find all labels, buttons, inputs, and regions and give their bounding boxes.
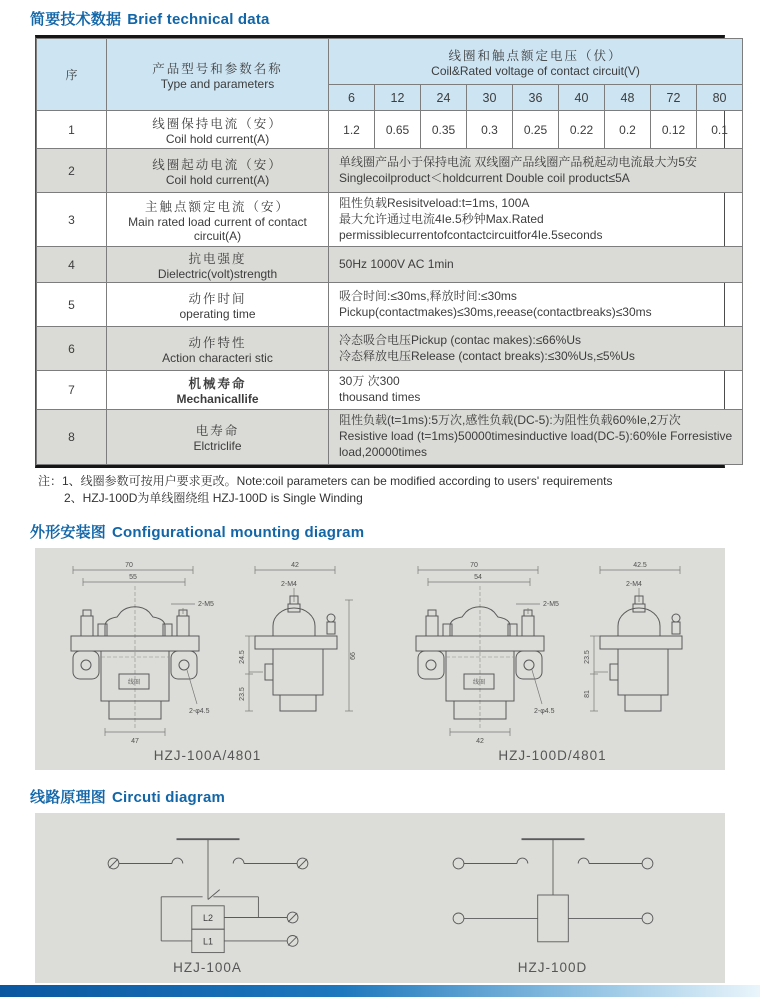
svg-text:23.5: 23.5 xyxy=(583,650,591,665)
content-line: 阻性负载(t=1ms):5万次,感性负载(DC-5):为阻性负载60%Ie,2万次 xyxy=(339,413,681,428)
row-name-zh: 电寿命 xyxy=(195,423,240,438)
content-line: 最大允许通过电流4Ie.5秒钟Max.Rated xyxy=(339,211,544,226)
svg-text:线圈: 线圈 xyxy=(127,680,140,687)
svg-text:2-M4: 2-M4 xyxy=(280,581,297,589)
voltage-col: 36 xyxy=(513,85,559,111)
header-voltage-en: Coil&Rated voltage of contact circuit(V) xyxy=(431,63,640,78)
table-row xyxy=(37,193,743,247)
section-title-brief-technical-data xyxy=(30,8,760,29)
row-content xyxy=(329,327,743,371)
voltage-col: 12 xyxy=(375,85,421,111)
row-name-en: Main rated load current of contact circuit(A) xyxy=(128,214,307,243)
row-name-zh: 机械寿命 xyxy=(188,377,247,392)
row-name-zh: 抗电强度 xyxy=(188,251,247,266)
circuit-figure-hzj100d xyxy=(413,823,693,975)
row-name-en: operating time xyxy=(179,306,256,321)
row-name xyxy=(107,111,329,149)
section1-title-zh: 简要技术数据 xyxy=(30,11,122,28)
header-seq: 序 xyxy=(37,39,107,111)
voltage-col: 6 xyxy=(329,85,375,111)
mounting-figure-hzj100a xyxy=(43,556,373,763)
row-content xyxy=(329,371,743,410)
row-content xyxy=(329,283,743,327)
table-notes xyxy=(38,473,760,508)
table-row xyxy=(37,327,743,371)
spec-table xyxy=(36,38,743,465)
row-name xyxy=(107,193,329,247)
side-view-drawing xyxy=(239,562,357,711)
section3-title-en: Circuti diagram xyxy=(112,789,226,807)
content-line: permissiblecurrentofcontactcircuitfor4Ie.5seconds xyxy=(339,227,603,242)
content-line: 冷态吸合电压Pickup (contac makes):≤66%Us xyxy=(339,333,581,348)
svg-text:2-φ4.5: 2-φ4.5 xyxy=(188,708,209,716)
front-view-drawing xyxy=(71,562,214,745)
row-no: 8 xyxy=(37,410,107,464)
row-name xyxy=(107,410,329,464)
header-voltage-zh: 线圈和触点额定电压（伏） xyxy=(448,48,623,63)
svg-text:70: 70 xyxy=(469,562,478,570)
svg-text:54: 54 xyxy=(473,574,482,582)
content-line: 50Hz 1000V AC 1min xyxy=(339,257,454,272)
table-row xyxy=(37,247,743,283)
svg-text:47: 47 xyxy=(130,738,139,746)
table-row xyxy=(37,283,743,327)
spec-table-wrapper xyxy=(35,35,733,468)
cell-value: 0.1 xyxy=(697,111,743,149)
mounting-drawing-hzj100d xyxy=(388,556,718,746)
row-content xyxy=(329,247,743,283)
svg-text:2-M4: 2-M4 xyxy=(625,581,642,589)
mounting-figure-label: HZJ-100D/4801 xyxy=(498,748,607,764)
mounting-figure-hzj100d xyxy=(388,556,718,763)
svg-text:42.5: 42.5 xyxy=(632,562,647,570)
section-title-circuit-diagram xyxy=(30,786,760,807)
svg-text:24.5: 24.5 xyxy=(238,650,246,665)
table-row xyxy=(37,111,743,149)
cell-value: 0.2 xyxy=(605,111,651,149)
voltage-col: 30 xyxy=(467,85,513,111)
svg-text:23.5: 23.5 xyxy=(238,687,246,702)
voltage-col: 72 xyxy=(651,85,697,111)
footer-gradient-bar xyxy=(0,985,760,997)
side-view-drawing xyxy=(584,562,682,711)
header-type-en: Type and parameters xyxy=(160,76,275,91)
content-line: Pickup(contactmakes)≤30ms,reease(contactbreaks)≤30ms xyxy=(339,304,652,319)
row-name xyxy=(107,283,329,327)
row-name-zh: 线圈保持电流（安） xyxy=(152,116,283,131)
row-content xyxy=(329,193,743,247)
svg-text:55: 55 xyxy=(128,574,137,582)
header-type-zh: 产品型号和参数名称 xyxy=(152,61,283,76)
mounting-diagram-panel xyxy=(35,548,725,770)
row-content xyxy=(329,410,743,464)
svg-text:66: 66 xyxy=(349,652,357,661)
section1-title-en: Brief technical data xyxy=(127,11,270,28)
svg-text:线圈: 线圈 xyxy=(472,680,485,687)
section3-title-zh: 线路原理图 xyxy=(30,789,107,807)
svg-text:L2: L2 xyxy=(202,913,213,924)
voltage-col: 24 xyxy=(421,85,467,111)
row-no: 3 xyxy=(37,193,107,247)
row-no: 1 xyxy=(37,111,107,149)
svg-text:42: 42 xyxy=(290,562,299,570)
circuit-figure-label: HZJ-100D xyxy=(517,960,588,976)
circuit-figure-label: HZJ-100A xyxy=(173,960,242,976)
svg-text:L1: L1 xyxy=(202,936,213,947)
content-line: thousand times xyxy=(339,390,421,405)
voltage-col: 40 xyxy=(559,85,605,111)
row-no: 2 xyxy=(37,149,107,193)
cell-value: 0.65 xyxy=(375,111,421,149)
row-name-zh: 动作特性 xyxy=(188,335,247,350)
svg-text:42: 42 xyxy=(475,738,484,746)
row-no: 7 xyxy=(37,371,107,410)
header-voltage xyxy=(329,39,743,85)
cell-value: 0.35 xyxy=(421,111,467,149)
content-line: Singlecoilproduct＜holdcurrent Double coil product≤5A xyxy=(339,170,630,185)
mounting-figure-label: HZJ-100A/4801 xyxy=(153,748,262,764)
cell-value: 0.22 xyxy=(559,111,605,149)
content-line: 阻性负载Resisitveload:t=1ms, 100A xyxy=(339,196,530,210)
front-view-drawing xyxy=(416,562,559,745)
row-name xyxy=(107,327,329,371)
row-name-en: Action characteri stic xyxy=(162,350,273,365)
note-line-1: 注：1、线圈参数可按用户要求更改。Note:coil parameters can be modified according to users' requirements xyxy=(38,473,613,488)
row-name-en: Mechanicallife xyxy=(176,392,259,407)
circuit-diagram-panel xyxy=(35,813,725,983)
content-line: 单线圈产品小于保持电流 双线圈产品线圈产品税起动电流最大为5安 xyxy=(339,154,698,169)
svg-text:81: 81 xyxy=(583,690,591,699)
cell-value: 0.3 xyxy=(467,111,513,149)
circuit-drawing-hzj100a xyxy=(68,823,348,958)
content-line: 30万 次300 xyxy=(339,374,400,389)
row-name xyxy=(107,247,329,283)
row-no: 5 xyxy=(37,283,107,327)
table-row xyxy=(37,371,743,410)
row-no: 6 xyxy=(37,327,107,371)
cell-value: 0.12 xyxy=(651,111,697,149)
circuit-figure-hzj100a xyxy=(68,823,348,975)
content-line: 冷态释放电压Release (contact breaks):≤30%Us,≤5%Us xyxy=(339,348,635,363)
row-no: 4 xyxy=(37,247,107,283)
content-line: 吸合时间:≤30ms,释放时间:≤30ms xyxy=(339,289,517,304)
cell-value: 0.25 xyxy=(513,111,559,149)
svg-text:2-φ4.5: 2-φ4.5 xyxy=(533,708,554,716)
row-name xyxy=(107,371,329,410)
voltage-col: 80 xyxy=(697,85,743,111)
row-name-en: Coil hold current(A) xyxy=(165,172,270,187)
row-name-zh: 主触点额定电流（安） xyxy=(144,199,290,214)
table-row xyxy=(37,410,743,464)
voltage-col: 48 xyxy=(605,85,651,111)
row-content xyxy=(329,149,743,193)
row-name-en: Coil hold current(A) xyxy=(165,131,270,146)
header-type xyxy=(107,39,329,111)
row-name-en: Elctriclife xyxy=(193,438,242,453)
section-title-mounting-diagram xyxy=(30,521,760,542)
content-line: load,20000times xyxy=(339,444,428,459)
svg-text:2-M5: 2-M5 xyxy=(542,601,559,609)
row-name-zh: 动作时间 xyxy=(188,291,247,306)
circuit-drawing-hzj100d xyxy=(413,823,693,958)
section2-title-en: Configurational mounting diagram xyxy=(112,524,365,542)
content-line: Resistive load (t=1ms)50000timesinductive load(DC-5):60%Ie Forresistive xyxy=(339,428,733,443)
row-name xyxy=(107,149,329,193)
row-name-en: Dielectric(volt)strength xyxy=(157,266,278,281)
cell-value: 1.2 xyxy=(329,111,375,149)
svg-text:2-M5: 2-M5 xyxy=(197,601,214,609)
note-line-2: 2、HZJ-100D为单线圈绕组 HZJ-100D is Single Winding xyxy=(64,491,363,506)
row-name-zh: 线圈起动电流（安） xyxy=(152,157,283,172)
svg-text:70: 70 xyxy=(124,562,133,570)
section2-title-zh: 外形安装图 xyxy=(30,524,107,542)
table-row xyxy=(37,149,743,193)
mounting-drawing-hzj100a xyxy=(43,556,373,746)
